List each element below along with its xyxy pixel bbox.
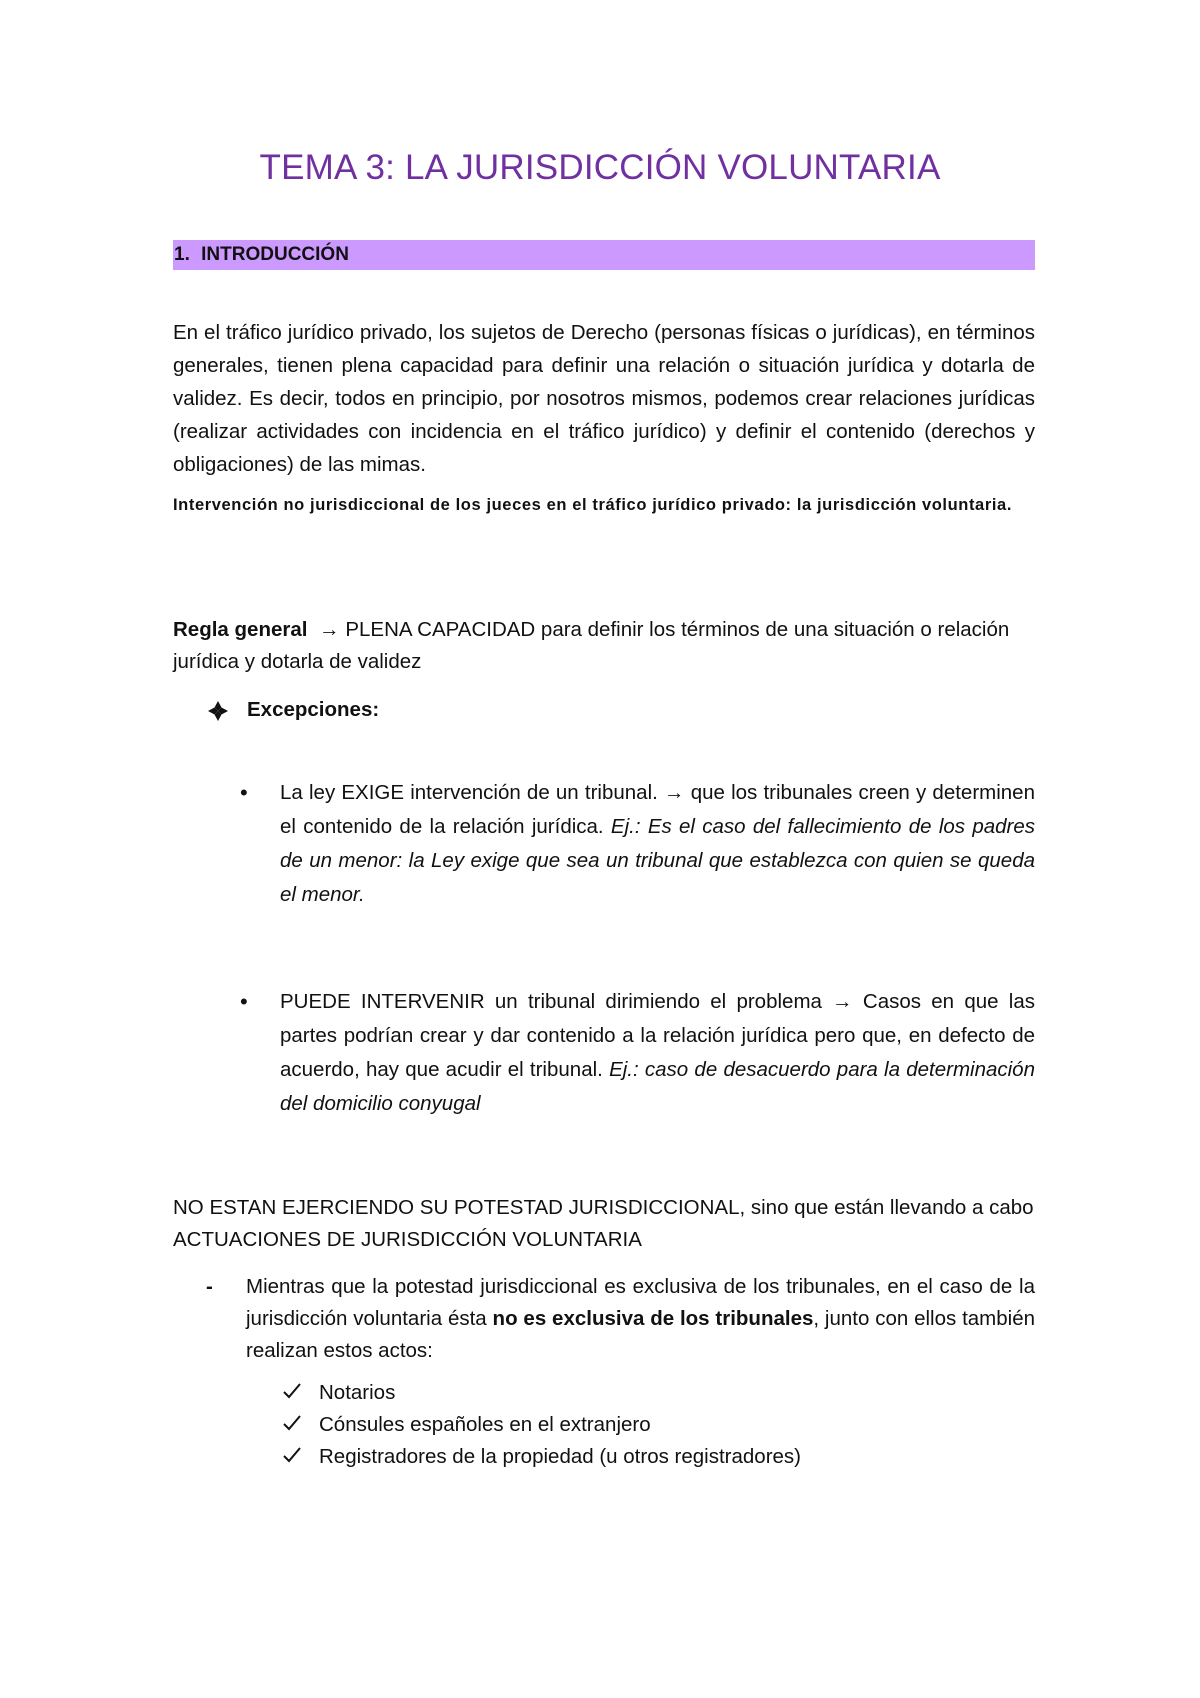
intro-paragraph: En el tráfico jurídico privado, los sujetos de Derecho (personas físicas o jurídicas), en términos generales, tienen plena capacidad para definir una relación o situación jurídica y dotarla de validez. Es decir, todos en principio, por nosotros mismos, podemos crear relaciones jurídicas (realizar actividades con incidencia en el tráfico jurídico) y definir el contenido (derechos y obligaciones) de las mimas. <box>173 321 1035 476</box>
list-item <box>282 1377 801 1409</box>
dash-text-before: Mientras que la potestad jurisdiccional es exclusiva de los tribunales, en el caso de la jurisdicción voluntaria ésta <box>246 1275 1035 1330</box>
dash-text-bold: no es exclusiva de los tribunales <box>492 1307 814 1330</box>
exception-text-2: que los tribunales creen y determinen el contenido de la relación jurídica. <box>280 781 1035 838</box>
rule-text: PLENA CAPACIDAD para definir los términos de una situación o relación jurídica y dotarla de validez <box>173 618 1010 673</box>
check-icon <box>282 1413 302 1433</box>
exception-text: PUEDE INTERVENIR un tribunal dirimiendo el problema <box>280 990 822 1013</box>
section-number: 1. <box>174 244 190 265</box>
exception-example: Ej.: caso de desacuerdo para la determinación del domicilio conyugal <box>280 1058 1035 1115</box>
exception-item <box>240 776 1035 912</box>
actors-list <box>282 1377 801 1473</box>
exception-item <box>240 985 1035 1121</box>
statement: NO ESTAN EJERCIENDO SU POTESTAD JURISDICCIONAL, sino que están llevando a cabo ACTUACIONES DE JURISDICCIÓN VOLUNTARIA <box>173 1196 1034 1251</box>
check-icon <box>282 1381 302 1401</box>
actor-label: Cónsules españoles en el extranjero <box>319 1413 651 1436</box>
exceptions-label: Excepciones: <box>247 698 380 721</box>
dash-item <box>206 1271 1036 1367</box>
list-item <box>282 1441 801 1473</box>
rule-label: Regla general <box>173 618 308 641</box>
bullet-icon: • <box>240 780 248 805</box>
check-icon <box>282 1445 302 1465</box>
arrow-icon: → <box>664 781 685 804</box>
arrow-icon: → <box>319 618 340 641</box>
section-heading <box>173 240 1035 270</box>
list-item <box>282 1409 801 1441</box>
general-rule <box>173 614 1035 678</box>
exception-example: Ej.: Es el caso del fallecimiento de los padres de un menor: la Ley exige que sea un tribunal que establezca con quien se queda el menor. <box>280 815 1035 906</box>
arrow-icon: → <box>832 990 853 1013</box>
diamond-bullet-icon <box>207 700 229 722</box>
dash-bullet-icon: - <box>206 1275 213 1298</box>
bullet-icon: • <box>240 989 248 1014</box>
exception-text-2: Casos en que las partes podrían crear y dar contenido a la relación jurídica pero que, en defecto de acuerdo, hay que acudir el tribunal. <box>280 990 1035 1081</box>
actor-label: Registradores de la propiedad (u otros registradores) <box>319 1445 802 1468</box>
bold-note: Intervención no jurisdiccional de los jueces en el tráfico jurídico privado: la jurisdicción voluntaria. <box>173 496 1013 514</box>
dash-text-after: , junto con ellos también realizan estos actos: <box>246 1307 1036 1362</box>
page-title: TEMA 3: LA JURISDICCIÓN VOLUNTARIA <box>259 148 941 187</box>
exception-text: La ley EXIGE intervención de un tribunal. <box>280 781 658 804</box>
section-label: INTRODUCCIÓN <box>201 244 349 265</box>
actor-label: Notarios <box>319 1381 396 1404</box>
